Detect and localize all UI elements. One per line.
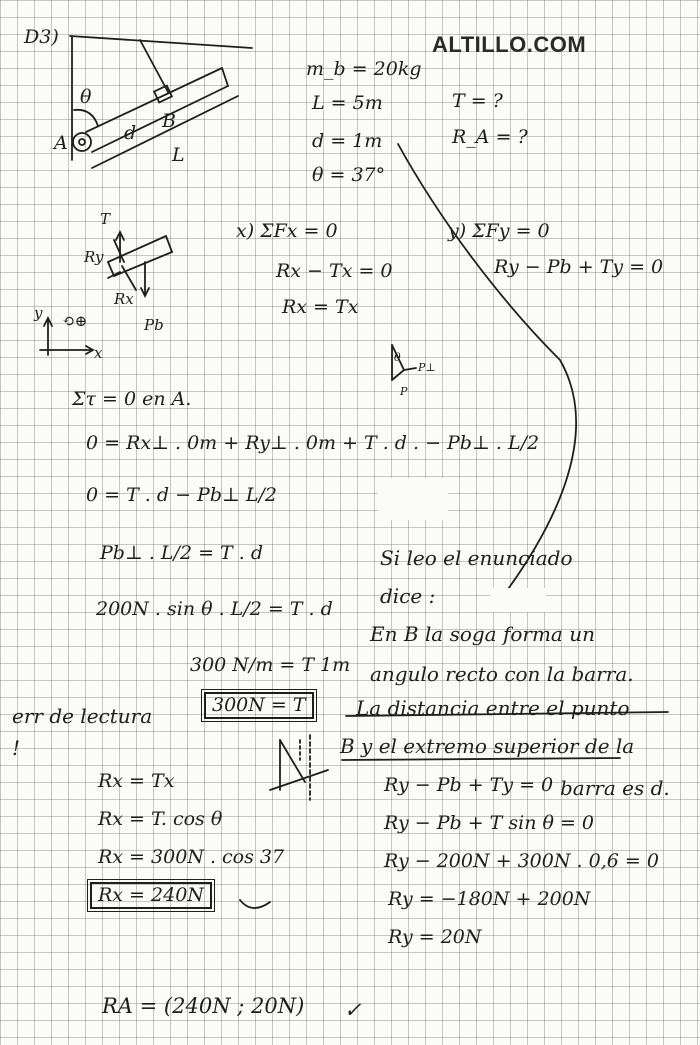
given-length: L = 5m xyxy=(312,92,383,114)
torque-equation-3: Pb⊥ . L/2 = T . d xyxy=(100,542,263,564)
rx-equation-1: Rx = Tx xyxy=(98,770,175,792)
x-equation-1: Rx − Tx = 0 xyxy=(276,260,393,282)
torque-title: Στ = 0 en A. xyxy=(72,388,192,410)
ry-equation-3: Ry − 200N + 300N . 0,6 = 0 xyxy=(384,850,659,872)
note-line-4: angulo recto con la barra. xyxy=(370,662,634,686)
erased-patch xyxy=(490,588,546,612)
watermark-logo: ALTILLO.COM xyxy=(432,32,587,57)
ry-equation-5: Ry = 20N xyxy=(388,926,482,948)
given-angle: θ = 37° xyxy=(312,164,386,186)
tension-result: 300N = T xyxy=(204,692,314,719)
note-line-2: dice : xyxy=(380,584,436,608)
x-equation-2: Rx = Tx xyxy=(282,296,359,318)
mini-theta-label: θ xyxy=(394,351,401,364)
axis-x-label: x xyxy=(94,344,103,362)
fbd-ry-label: Ry xyxy=(84,248,104,266)
figure-theta-label: θ xyxy=(80,86,92,108)
y-equation-1: Ry − Pb + Ty = 0 xyxy=(494,256,664,278)
mini-p-label: P xyxy=(400,385,408,398)
note-line-5: La distancia entre el punto xyxy=(356,696,630,720)
y-equation-title: y) ΣFy = 0 xyxy=(448,220,550,242)
given-mass: m_b = 20kg xyxy=(306,58,422,80)
check-mark: ✓ xyxy=(344,998,362,1022)
given-distance: d = 1m xyxy=(312,130,383,152)
rx-result: Rx = 240N xyxy=(90,882,212,909)
erased-patch xyxy=(378,478,448,520)
problem-label: D3) xyxy=(24,26,59,48)
unknown-reaction: R_A = ? xyxy=(452,126,528,148)
x-equation-title: x) ΣFx = 0 xyxy=(236,220,338,242)
torque-equation-4: 200N . sin θ . L/2 = T . d xyxy=(96,598,333,620)
ry-equation-2: Ry − Pb + T sin θ = 0 xyxy=(384,812,594,834)
fbd-pb-label: Pb xyxy=(144,316,164,334)
rx-equation-3: Rx = 300N . cos 37 xyxy=(98,846,285,868)
figure-point-a: A xyxy=(54,132,68,154)
rx-equation-2: Rx = T. cos θ xyxy=(98,808,223,830)
ry-equation-1: Ry − Pb + Ty = 0 xyxy=(384,774,554,796)
figure-l-label: L xyxy=(172,144,185,166)
note-line-6: B y el extremo superior de la xyxy=(340,734,635,758)
moment-sign: ⟲⊕ xyxy=(62,312,88,330)
mini-pperp-label: P⊥ xyxy=(418,361,436,374)
error-note-label: err de lectura ! xyxy=(12,704,153,760)
reaction-result: RA = (240N ; 20N) xyxy=(102,994,305,1018)
torque-equation-2: 0 = T . d − Pb⊥ L/2 xyxy=(86,484,278,506)
axis-y-label: y xyxy=(34,304,43,322)
note-line-3: En B la soga forma un xyxy=(370,622,595,646)
ry-equation-4: Ry = −180N + 200N xyxy=(388,888,591,910)
fbd-rx-label: Rx xyxy=(114,290,134,308)
unknown-tension: T = ? xyxy=(452,90,503,112)
figure-d-label: d xyxy=(124,122,137,144)
note-line-1: Si leo el enunciado xyxy=(380,546,573,570)
note-line-7: barra es d. xyxy=(560,776,670,800)
figure-point-b: B xyxy=(162,110,176,132)
torque-equation-1: 0 = Rx⊥ . 0m + Ry⊥ . 0m + T . d . − Pb⊥ . L/2 xyxy=(86,432,540,454)
torque-equation-5: 300 N/m = T 1m xyxy=(190,654,351,676)
fbd-t-label: T xyxy=(100,210,111,228)
